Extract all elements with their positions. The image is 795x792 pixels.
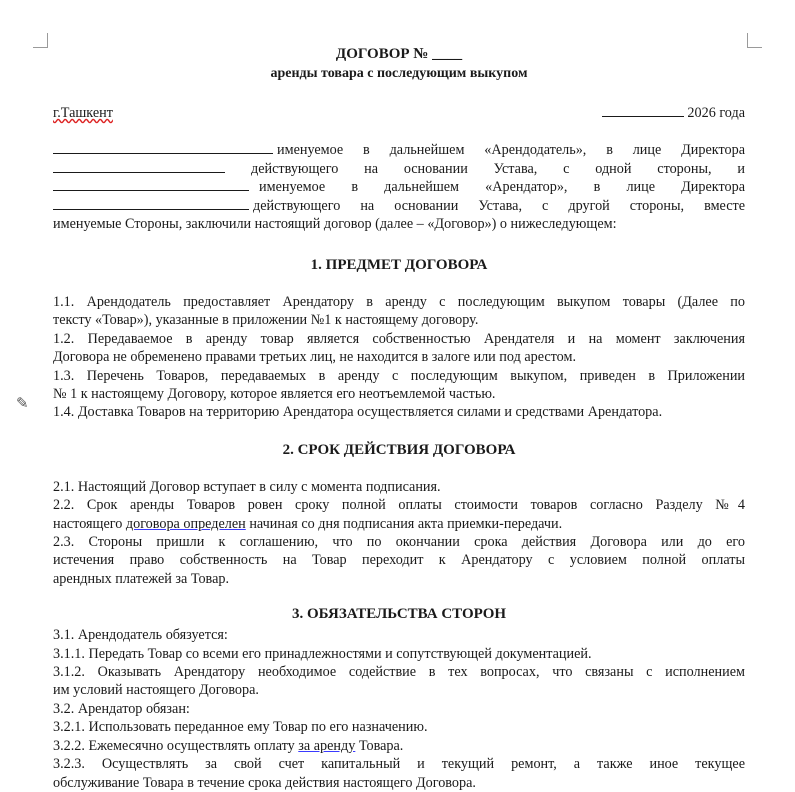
clause-3-2-3-line-2: обслуживание Товара в течение срока действия настоящего Договора. <box>53 774 476 791</box>
grammar-flag[interactable]: договора определен <box>125 515 246 532</box>
clause-1-1-line-1: 1.1. Арендодатель предоставляет Арендатору в аренду с последующим выкупом товары (Далее по <box>53 293 745 310</box>
intro-text: именуемое в дальнейшем «Арендодатель», в лице Директора <box>277 142 745 158</box>
intro-word: одной <box>595 160 632 177</box>
intro-text: действующего на основании Устава, с другой стороны, вместе <box>253 197 745 214</box>
intro-word: основании <box>403 160 468 177</box>
clause-3-2: 3.2. Арендатор обязан: <box>53 700 190 717</box>
section-1-body <box>53 293 745 422</box>
clause-text: 3.2.2. Ежемесячно осуществлять оплату <box>53 737 299 754</box>
clause-text: Товара. <box>355 737 404 754</box>
lessor-name-blank <box>53 141 273 154</box>
intro-word: Устава, <box>493 160 538 177</box>
intro-line-4 <box>53 197 745 216</box>
clause-3-2-1: 3.2.1. Использовать переданное ему Товар по его назначению. <box>53 719 428 736</box>
clause-2-2-line-2 <box>53 515 745 533</box>
date-year: 2026 года <box>687 105 745 121</box>
director-name-blank <box>53 160 225 173</box>
clause-2-3-line-1: 2.3. Стороны пришли к соглашению, что по окончании срока действия Договора или до его <box>53 534 745 551</box>
clause-3-1-2-line-1: 3.1.2. Оказывать Арендатору необходимое содействие в тех вопросах, что связаны с исполнением <box>53 664 745 681</box>
intro-text: именуемое в дальнейшем «Арендатор», в лице Директора <box>259 179 745 196</box>
intro-words <box>251 160 745 179</box>
city-name: г.Ташкент <box>53 105 113 121</box>
intro-word: стороны, <box>657 160 712 177</box>
clause-1-1-line-2: тексту «Товар»), указанные в приложении №1 к настоящему договору. <box>53 312 479 329</box>
intro-line-2 <box>53 160 745 179</box>
clause-2-1: 2.1. Настоящий Договор вступает в силу с момента подписания. <box>53 478 441 495</box>
section-3-body <box>53 626 745 792</box>
intro-word: на <box>364 160 378 177</box>
clause-2-3-line-2: истечения право собственность на Товар переходит к Арендатору с условием полной оплаты <box>53 552 745 569</box>
clause-text: начиная со дня подписания акта приемки-передачи. <box>245 515 563 532</box>
clause-1-2-line-2: Договора не обременено правами третьих лиц, не находится в залоге или под арестом. <box>53 349 577 366</box>
document-body[interactable] <box>53 44 745 792</box>
section-3-heading: 3. ОБЯЗАТЕЛЬСТВА СТОРОН <box>291 606 507 623</box>
section-1-heading: 1. ПРЕДМЕТ ДОГОВОРА <box>310 256 488 273</box>
section-2-body <box>53 478 745 588</box>
clause-text: настоящего <box>53 515 126 532</box>
intro-line-5: именуемые Стороны, заключили настоящий договор (далее – «Договор») о нижеследующем: <box>53 216 617 233</box>
city-date-line <box>53 104 745 122</box>
intro-word: действующего <box>251 160 339 177</box>
date-field <box>602 104 745 122</box>
edit-pencil-icon[interactable]: ✎ <box>16 396 29 412</box>
clause-3-2-3-line-1: 3.2.3. Осуществлять за свой счет капитальный и текущий ремонт, а также иное текущее <box>53 756 745 773</box>
crop-mark-top-left <box>33 33 48 48</box>
lessee-director-blank <box>53 197 249 210</box>
clause-2-2-line-1: 2.2. Срок аренды Товаров ровен сроку полной оплаты стоимости товаров согласно Разделу №4 <box>53 497 745 514</box>
document-subtitle: аренды товара с последующим выкупом <box>270 66 528 81</box>
clause-1-4: 1.4. Доставка Товаров на территорию Арендатора осуществляется силами и средствами Арендатора. <box>53 404 663 421</box>
section-2-heading: 2. СРОК ДЕЙСТВИЯ ДОГОВОРА <box>282 441 516 458</box>
intro-word: и <box>737 160 745 177</box>
lessee-name-blank <box>53 178 249 191</box>
intro-line-3 <box>53 178 745 197</box>
date-blank <box>602 104 684 117</box>
grammar-flag[interactable]: за аренду <box>298 737 356 754</box>
clause-1-3-line-1: 1.3. Перечень Товаров, передаваемых в аренду с последующим выкупом, приведен в Приложении <box>53 367 745 384</box>
intro-word: с <box>563 160 570 177</box>
intro-line-1 <box>53 141 745 160</box>
intro-paragraph <box>53 141 745 234</box>
crop-mark-top-right <box>747 33 762 48</box>
document-title: ДОГОВОР № ____ <box>335 46 463 62</box>
clause-2-3-line-3: арендных платежей за Товар. <box>53 570 230 587</box>
clause-3-1-1: 3.1.1. Передать Товар со всеми его принадлежностями и сопутствующей документацией. <box>53 645 592 662</box>
clause-1-3-line-2: № 1 к настоящему Договору, которое является его неотъемлемой частью. <box>53 386 496 402</box>
clause-3-1-2-line-2: им условий настоящего Договора. <box>53 682 259 699</box>
clause-3-1: 3.1. Арендодатель обязуется: <box>53 627 228 644</box>
clause-3-2-2 <box>53 737 745 755</box>
clause-1-2-line-1: 1.2. Передаваемое в аренду товар является собственностью Арендателя и на момент заключения <box>53 330 745 347</box>
